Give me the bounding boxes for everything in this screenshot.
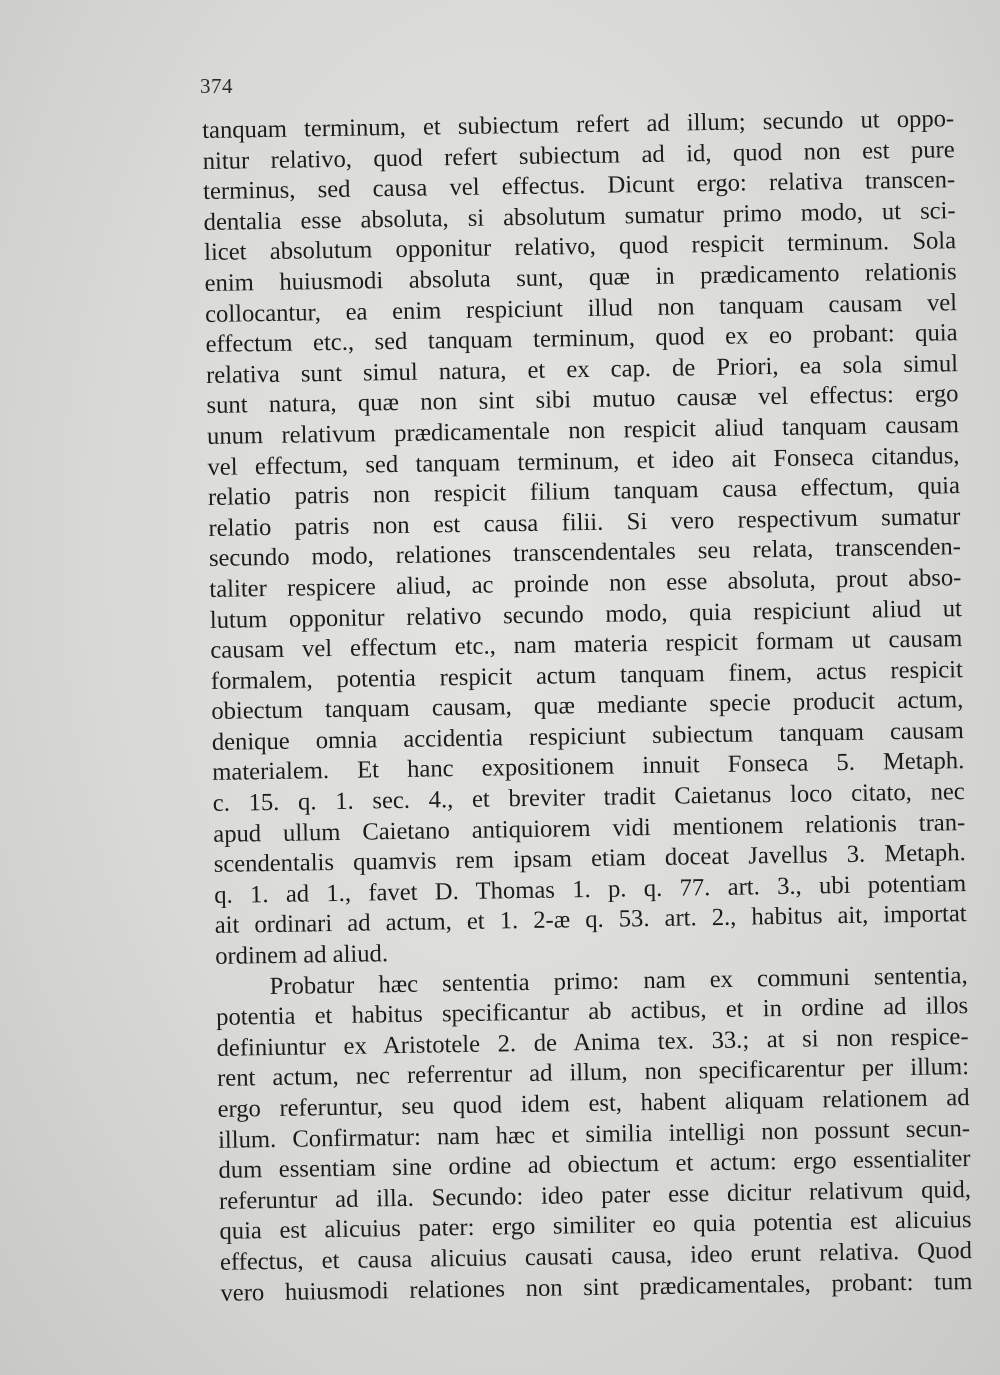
text-line: nitur relativo, quod refert subiectum ad id, quod non est pure: [202, 135, 955, 175]
text-line: ergo referuntur, seu quod idem est, habent aliquam relationem ad: [217, 1084, 970, 1123]
text-line: vero huiusmodi relationes non sint prædicamentales, probant: tum: [220, 1267, 973, 1307]
text-line: obiectum tanquam causam, quæ mediante specie producit actum,: [211, 686, 964, 726]
text-line: referuntur ad illa. Secundo: ideo pater esse dicitur relativum quid,: [218, 1175, 972, 1215]
page-number: 374: [200, 74, 233, 98]
text-line: effectus, et causa alicuius causati causa, ideo erunt relativa. Quod: [219, 1237, 973, 1276]
text-line: apud ullum Caietano antiquiorem vidi mentionem relationis tran-: [213, 808, 966, 848]
text-line: illum. Confirmatur: nam hæc et similia intelligi non possunt secun-: [217, 1114, 971, 1154]
text-line: c. 15. q. 1. sec. 4., et breviter tradit Caietanus loco citato, nec: [212, 778, 965, 817]
text-line: potentia et habitus specificantur ab actibus, et in ordine ad illos: [215, 992, 969, 1032]
body-text: [202, 104, 973, 1309]
text-line: q. 1. ad 1., favet D. Thomas 1. p. q. 77. art. 3., ubi potentiam: [214, 869, 967, 909]
text-line: causam vel effectum etc., nam materia respicit formam ut causam: [210, 625, 963, 665]
text-line: dum essentiam sine ordine ad obiectum et actum: ergo essentialiter: [218, 1145, 971, 1185]
text-line: effectum etc., sed tanquam terminum, quod ex eo probant: quia: [205, 319, 958, 359]
text-line: dentalia esse absoluta, si absolutum sumatur primo modo, ut sci-: [203, 196, 956, 236]
paragraph-start-line: Probatur hæc sententia primo: nam ex communi sententia,: [269, 961, 968, 1000]
text-line: scendentalis quamvis rem ipsam etiam doceat Javellus 3. Metaph.: [213, 839, 966, 879]
text-line: materialem. Et hanc expositionem innuit Fonseca 5. Metaph.: [212, 747, 965, 787]
text-line: enim huiusmodi absoluta sunt, quæ in prædicamento relationis: [204, 258, 957, 297]
text-line: licet absolutum opponitur relativo, quod respicit terminum. Sola: [203, 227, 957, 267]
text-line: ait ordinari ad actum, et 1. 2-æ q. 53. art. 2., habitus ait, importat: [214, 900, 967, 940]
text-line: formalem, potentia respicit actum tanquam finem, actus respicit: [210, 655, 963, 695]
text-line: rent actum, nec referrentur ad illum, non specificarentur per illum:: [216, 1053, 970, 1093]
text-line: relatio patris non respicit filium tanquam causa effectum, quia: [207, 472, 961, 512]
paragraph-end-line: ordinem ad aliud.: [214, 940, 389, 970]
text-line: secundo modo, relationes transcendentales seu relata, transcenden-: [208, 533, 962, 573]
text-line: sunt natura, quæ non sint sibi mutuo causæ vel effectus: ergo: [206, 380, 959, 420]
text-line: denique omnia accidentia respiciunt subiectum tanquam causam: [211, 716, 964, 756]
text-line: collocantur, ea enim respiciunt illud non tanquam causam vel: [204, 288, 958, 328]
text-line: definiuntur ex Aristotele 2. de Anima tex. 33.; at si non respice-: [216, 1022, 969, 1062]
text-line: relativa sunt simul natura, et ex cap. de Priori, ea sola simul: [205, 349, 959, 389]
text-line: relatio patris non est causa filii. Si vero respectivum sumatur: [208, 502, 961, 542]
text-line: tanquam terminum, et subiectum refert ad illum; secundo ut oppo-: [202, 105, 955, 144]
text-line: lutum opponitur relativo secundo modo, quia respiciunt aliud ut: [209, 594, 963, 634]
text-line: quia est alicuius pater: ergo similiter eo quia potentia est alicuius: [219, 1206, 972, 1246]
text-line: vel effectum, sed tanquam terminum, et ideo ait Fonseca citandus,: [207, 441, 960, 481]
text-line: taliter respicere aliud, ac proinde non esse absoluta, prout abso-: [209, 564, 962, 603]
text-line: terminus, sed causa vel effectus. Dicunt ergo: relativa transcen-: [202, 166, 956, 206]
text-line: unum relativum prædicamentale non respicit aliud tanquam causam: [206, 411, 960, 450]
